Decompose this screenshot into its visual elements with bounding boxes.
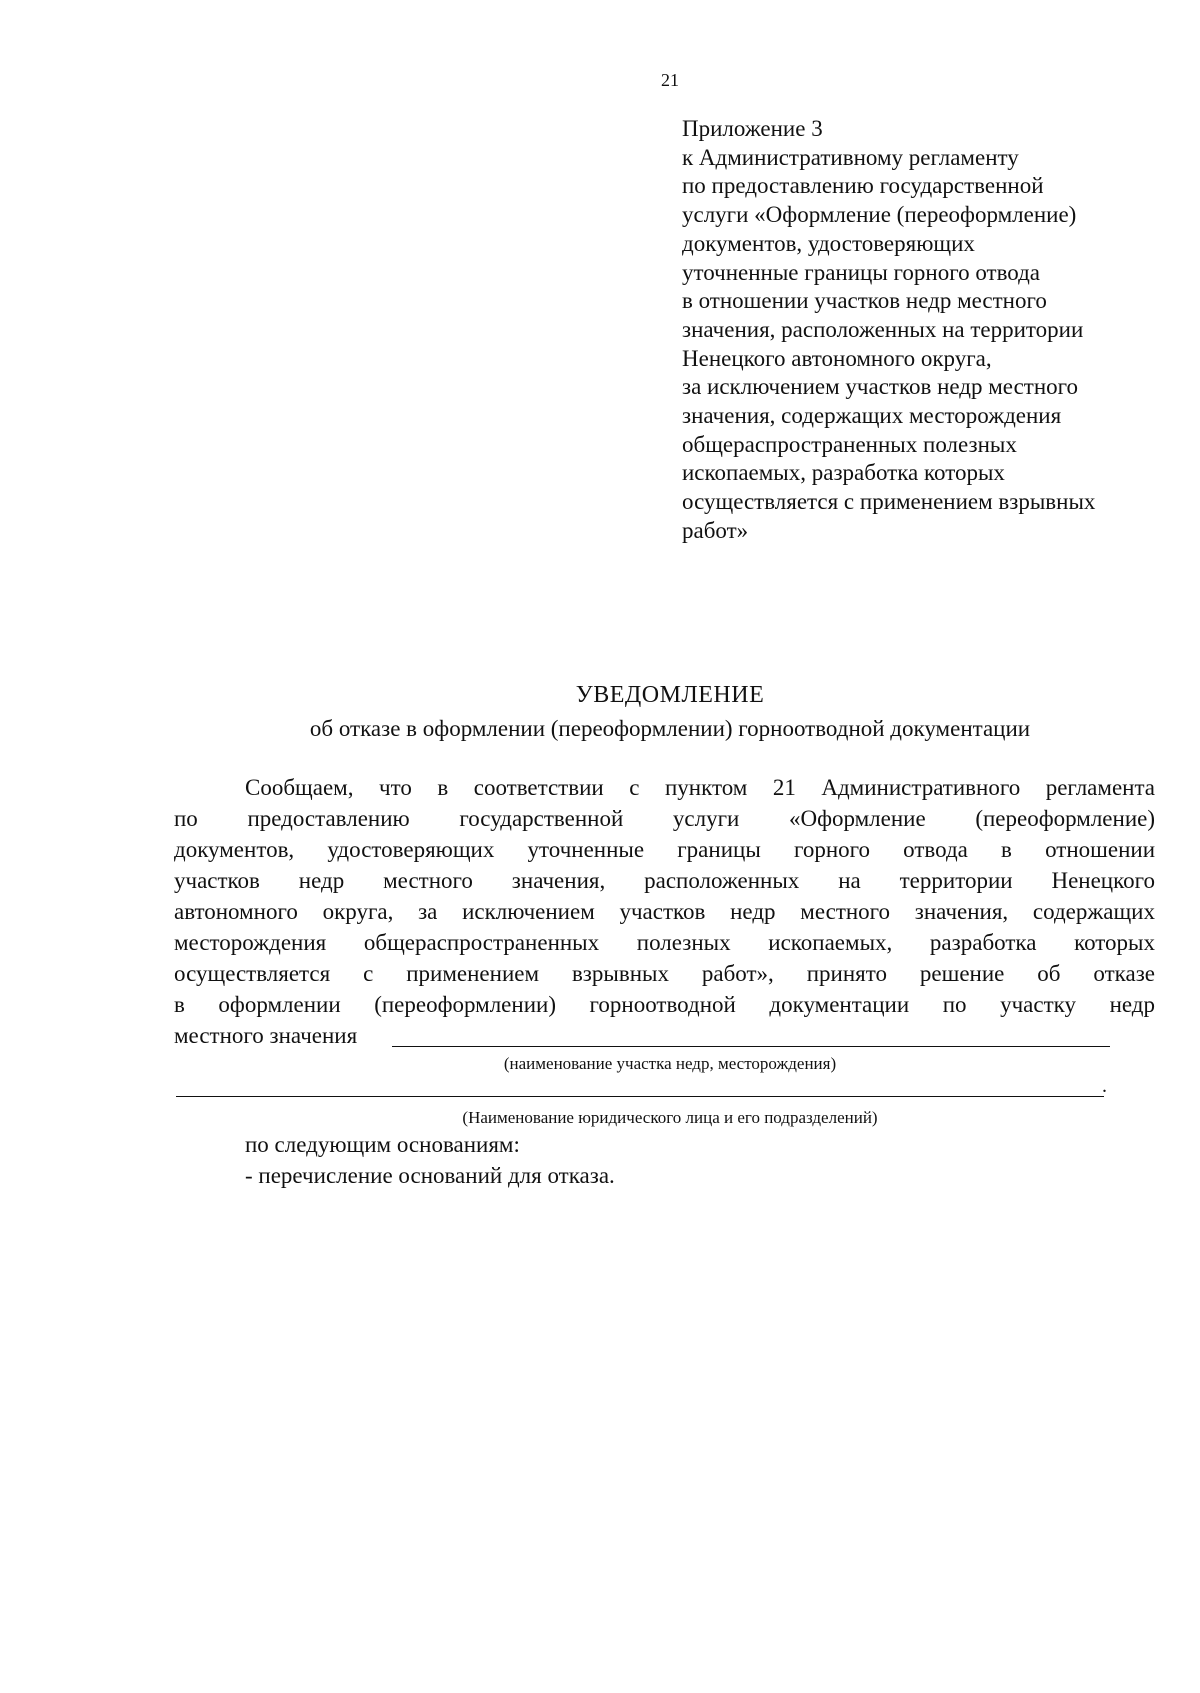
legal-entity-blank[interactable] (176, 1096, 1104, 1097)
page-number: 21 (661, 70, 679, 90)
appendix-line: Ненецкого автономного округа, (682, 345, 992, 371)
appendix-line: значения, содержащих месторождения (682, 403, 1062, 429)
notice-subtitle: об отказе в оформлении (переоформлении) горноотводной документации (309, 716, 1031, 741)
appendix-line: по предоставлению государственной (682, 173, 1044, 199)
appendix-line: Приложение 3 (682, 116, 823, 141)
body-line: документов, удостоверяющих уточненные границы горного отвода в отношении (174, 837, 1155, 862)
legal-entity-caption: (Наименование юридического лица и его подразделений) (462, 1108, 878, 1127)
body-line: автономного округа, за исключением участков недр местного значения, содержащих (174, 899, 1155, 924)
grounds-item: - перечисление оснований для отказа. (245, 1163, 615, 1188)
body-line: участков недр местного значения, расположенных на территории Ненецкого (174, 868, 1155, 893)
appendix-line: осуществляется с применением взрывных (682, 489, 1096, 515)
appendix-line: за исключением участков недр местного (682, 374, 1079, 400)
appendix-line: документов, удостоверяющих (682, 230, 975, 256)
appendix-line: значения, расположенных на территории (682, 316, 1084, 342)
appendix-line: в отношении участков недр местного (682, 288, 1047, 314)
body-line: Сообщаем, что в соответствии с пунктом 21 Административного регламента (245, 775, 1155, 800)
appendix-line: услуги «Оформление (переоформление) (682, 202, 1077, 228)
deposit-name-caption: (наименование участка недр, месторождения) (503, 1054, 837, 1073)
blank-end-period: . (1102, 1075, 1107, 1097)
appendix-line: уточненные границы горного отвода (682, 259, 1041, 285)
appendix-line: общераспространенных полезных (682, 431, 1017, 457)
body-line: месторождения общераспространенных полезных ископаемых, разработка которых (174, 930, 1155, 955)
appendix-line: ископаемых, разработка которых (682, 460, 1005, 486)
body-line: в оформлении (переоформлении) горноотводной документации по участку недр (174, 992, 1155, 1017)
body-line-label: местного значения (174, 1023, 358, 1048)
appendix-line: к Административному регламенту (682, 144, 1019, 170)
body-line: по предоставлению государственной услуги «Оформление (переоформление) (174, 806, 1155, 831)
appendix-header (682, 115, 1182, 546)
grounds-intro: по следующим основаниям: (245, 1132, 520, 1157)
deposit-name-blank[interactable] (392, 1046, 1110, 1047)
appendix-line: работ» (682, 517, 749, 543)
notice-title: УВЕДОМЛЕНИЕ (575, 682, 765, 708)
body-line: осуществляется с применением взрывных работ», принято решение об отказе (174, 961, 1155, 986)
